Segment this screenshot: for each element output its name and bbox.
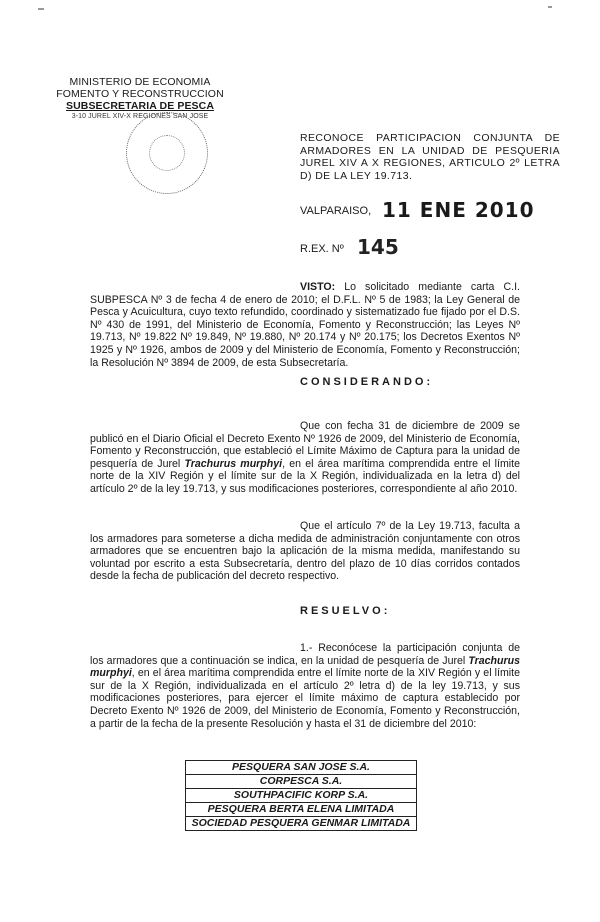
considerando-p1-text-end: , en el área marítima comprendida entre el límite norte de la XIV Región y el límite sur de la X Región, individualizada en la letra d) del artículo 2º de la ley 19.713, y sus modificaciones posteriores, correspondiente al año 2010. (90, 457, 520, 495)
considerando-paragraph-1 (90, 420, 520, 496)
resuelvo-p1-text: 1.- Reconócese la participación conjunta de los armadores que a continuación se indica, en la unidad de pesquería de Jurel (90, 642, 520, 667)
armador-row: SOUTHPACIFIC KORP S.A. (186, 789, 416, 803)
ministry-line-2: FOMENTO Y RECONSTRUCCION (56, 88, 224, 100)
subsecretaria-heading: SUBSECRETARIA DE PESCA (65, 100, 215, 112)
official-seal-stamp (126, 112, 208, 194)
resuelvo-heading: RESUELVO: (300, 605, 391, 617)
armador-row: CORPESCA S.A. (186, 775, 416, 789)
considerando-p2-text: Que el artículo 7º de la Ley 19.713, faculta a los armadores para someterse a dicha medida de administración conjuntamente con otros armadores que se encuentren bajo la aplicación de la misma medida, manifestando su voluntad por escrito a esta Subsecretaría, dentro del plazo de 10 días corridos contados desde la fecha de publicación del decreto respectivo. (90, 520, 520, 583)
considerando-section (90, 376, 520, 389)
document-reference: RECONOCE PARTICIPACION CONJUNTA DE ARMADORES EN LA UNIDAD DE PESQUERIA JUREL XIV A X REGIONES, ARTICULO 2º LETRA D) DE LA LEY 19.713. (300, 132, 560, 182)
armador-row: PESQUERA BERTA ELENA LIMITADA (186, 803, 416, 817)
date-stamp: 11 ENE 2010 (382, 198, 535, 222)
resuelvo-p1-text-end: , en el área marítima comprendida entre el límite norte de la XIV Región y el límite sur de la X Región, individualizada en el artículo 2º letra d) de la ley 19.713, y sus modificaciones posteriores, para ejercer el límite máximo de captura establecido por Decreto Exento Nº 1926 de 2009, del Ministerio de Economía, Fomento y Reconstrucción, a partir de la fecha de la presente Resolución y hasta el 31 de diciembre del 2010: (90, 667, 520, 730)
armador-row: PESQUERA SAN JOSE S.A. (186, 761, 416, 775)
considerando-p1-text: Que con fecha 31 de diciembre de 2009 se publicó en el Diario Oficial el Decreto Exento Nº 1926 de 2009, del Ministerio de Economía, Fomento y Reconstrucción, que estableció el Límite Máximo de Captura para la unidad de pesquería de Jurel (90, 420, 520, 470)
visto-paragraph (90, 281, 520, 369)
species-name: Trachurus murphyi (90, 654, 520, 680)
ministry-line-1: MINISTERIO DE ECONOMIA (69, 76, 211, 88)
visto-label: VISTO: (300, 281, 336, 293)
resuelvo-section (90, 605, 520, 618)
considerando-heading: CONSIDERANDO: (300, 376, 434, 388)
place-label: VALPARAISO, (300, 205, 372, 217)
file-code: 3-10 JUREL XIV-X REGIONES SAN JOSE (71, 113, 209, 120)
armador-row: SOCIEDAD PESQUERA GENMAR LIMITADA (191, 817, 411, 829)
species-name: Trachurus murphyi (184, 457, 283, 470)
scan-mark (548, 6, 552, 8)
resuelvo-paragraph-1 (90, 642, 520, 730)
scan-mark (38, 8, 44, 10)
resolution-label: R.EX. Nº (300, 243, 344, 255)
armadores-table (185, 760, 417, 831)
resolution-number-stamp: 145 (357, 235, 399, 259)
considerando-paragraph-2 (90, 520, 520, 583)
visto-text: Lo solicitado mediante carta C.I. SUBPESCA Nº 3 de fecha 4 de enero de 2010; el D.F.L. Nº 5 de 1983; la Ley General de Pesca y Acuicultura, cuyo texto refundido, coordinado y sistematizado fue fijado por el D.S. Nº 430 de 1991, del Ministerio de Economía, Fomento y Reconstrucción; las Leyes Nº 19.713, Nº 19.822 Nº 19.849, Nº 19.880, Nº 20.174 y Nº 20.175; los Decretos Exentos Nº 1925 y Nº 1926, ambos de 2009 y del Ministerio de Economía, Fomento y Reconstrucción; la Resolución Nº 3894 de 2009, de esta Subsecretaría. (90, 281, 520, 369)
